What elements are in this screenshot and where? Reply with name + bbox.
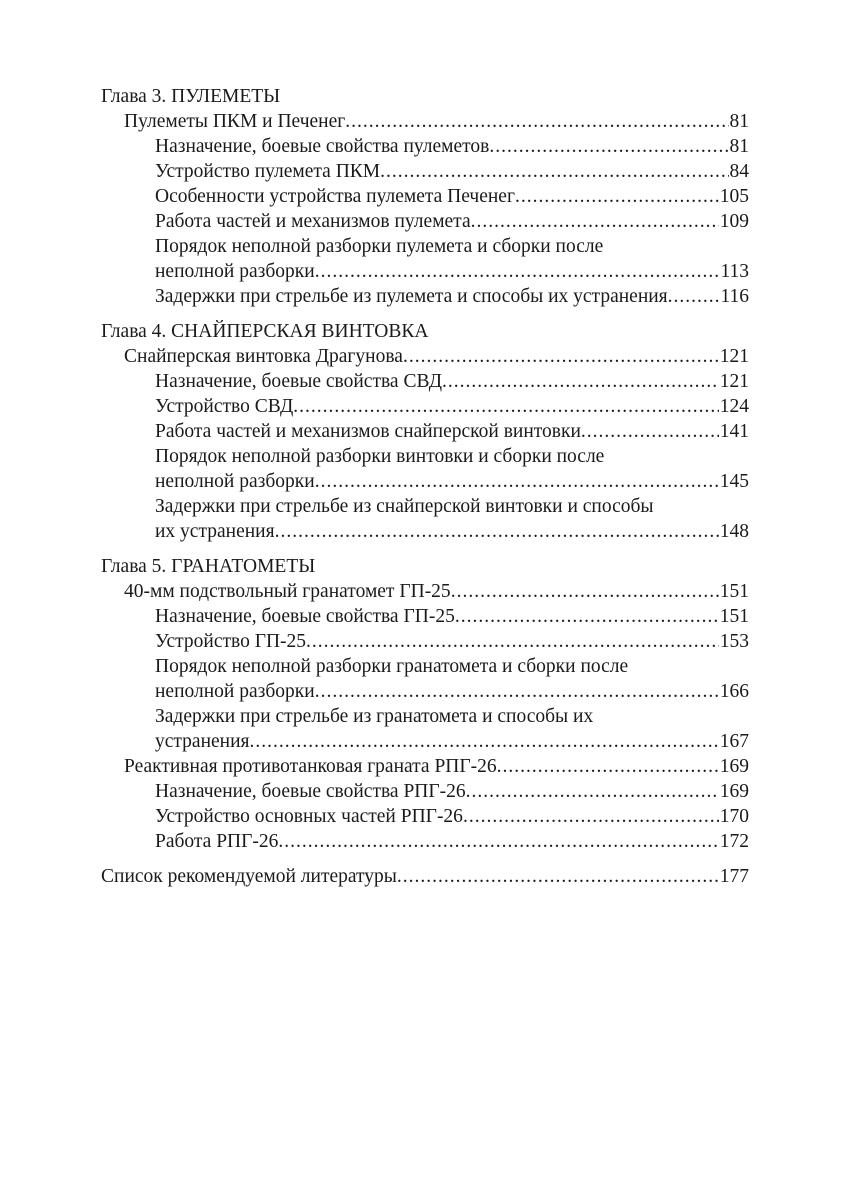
- toc-item-multiline[interactable]: [101, 704, 749, 754]
- leader-dots: [668, 284, 720, 309]
- page-number: 81: [729, 111, 749, 132]
- toc-item[interactable]: [101, 184, 749, 209]
- toc-section[interactable]: [101, 109, 749, 134]
- toc-item-title: Работа РПГ-26: [155, 831, 279, 852]
- page-number: 116: [720, 286, 749, 307]
- table-of-contents: [101, 84, 749, 889]
- page-number: 113: [720, 261, 749, 282]
- page-number: 148: [719, 521, 749, 542]
- toc-item-title: Устройство СВД: [155, 396, 294, 417]
- toc-item-title: Устройство основных частей РПГ-26: [155, 806, 463, 827]
- page-number: 121: [719, 346, 749, 367]
- toc-references[interactable]: [101, 864, 749, 889]
- leader-dots: [451, 579, 719, 604]
- toc-item[interactable]: [101, 829, 749, 854]
- toc-item-title: Устройство ГП-25: [155, 631, 307, 652]
- toc-item[interactable]: [101, 394, 749, 419]
- page-number: 172: [719, 831, 749, 852]
- leader-dots: [403, 344, 719, 369]
- toc-item-title: Устройство пулемета ПКМ: [155, 161, 381, 182]
- toc-item-title-line1: Задержки при стрельбе из гранатомета и способы их: [155, 706, 594, 727]
- page-number: 121: [719, 371, 749, 392]
- toc-item-title-line2: неполной разборки: [155, 261, 315, 282]
- toc-item-title: Особенности устройства пулемета Печенег: [155, 186, 515, 207]
- page-number: 145: [719, 471, 749, 492]
- leader-dots: [278, 829, 718, 854]
- toc-item[interactable]: [101, 629, 749, 654]
- leader-dots: [515, 184, 719, 209]
- toc-section-title: Реактивная противотанковая граната РПГ-26: [124, 756, 497, 777]
- leader-dots: [463, 804, 719, 829]
- toc-section-title: Снайперская винтовка Драгунова: [124, 346, 403, 367]
- toc-item-title: Назначение, боевые свойства РПГ-26: [155, 781, 466, 802]
- toc-section-title: 40-мм подствольный гранатомет ГП-25: [124, 581, 451, 602]
- toc-item[interactable]: [101, 804, 749, 829]
- toc-item[interactable]: [101, 604, 749, 629]
- page-number: 105: [719, 186, 749, 207]
- toc-section-title: Пулеметы ПКМ и Печенег: [124, 111, 346, 132]
- toc-item-title-line2: неполной разборки: [155, 471, 315, 492]
- toc-item-multiline[interactable]: [101, 494, 749, 544]
- toc-section[interactable]: [101, 754, 749, 779]
- leader-dots: [489, 134, 728, 159]
- toc-section[interactable]: [101, 344, 749, 369]
- leader-dots: [315, 679, 719, 704]
- page-number: 84: [729, 161, 749, 182]
- page-number: 124: [719, 396, 749, 417]
- leader-dots: [497, 754, 719, 779]
- chapter-heading: Глава 3. ПУЛЕМЕТЫ: [101, 86, 281, 107]
- chapter-heading: Глава 5. ГРАНАТОМЕТЫ: [101, 556, 316, 577]
- toc-references-title: Список рекомендуемой литературы: [101, 866, 397, 887]
- page-number: 169: [719, 781, 749, 802]
- toc-item-title: Работа частей и механизмов снайперской винтовки: [155, 421, 581, 442]
- toc-item-title-line2: неполной разборки: [155, 681, 315, 702]
- toc-item-title-line2: устранения: [155, 731, 250, 752]
- leader-dots: [471, 209, 719, 234]
- page-number: 151: [719, 606, 749, 627]
- toc-item-multiline[interactable]: [101, 234, 749, 284]
- page-number: 151: [719, 581, 749, 602]
- toc-item-title-line2: их устранения: [155, 521, 275, 542]
- toc-section[interactable]: [101, 579, 749, 604]
- chapter-heading: Глава 4. СНАЙПЕРСКАЯ ВИНТОВКА: [101, 321, 429, 342]
- leader-dots: [397, 864, 719, 889]
- page-number: 153: [719, 631, 749, 652]
- toc-item-multiline[interactable]: [101, 444, 749, 494]
- page-number: 167: [719, 731, 749, 752]
- leader-dots: [466, 779, 719, 804]
- toc-item[interactable]: [101, 209, 749, 234]
- leader-dots: [293, 394, 718, 419]
- toc-item[interactable]: [101, 419, 749, 444]
- toc-item[interactable]: [101, 159, 749, 184]
- toc-item-title-line1: Порядок неполной разборки пулемета и сборки после: [155, 236, 604, 257]
- leader-dots: [345, 109, 728, 134]
- toc-item-title-line1: Порядок неполной разборки винтовки и сборки после: [155, 446, 605, 467]
- toc-item[interactable]: [101, 284, 749, 309]
- page-number: 109: [719, 211, 749, 232]
- toc-item-title: Назначение, боевые свойства СВД: [155, 371, 443, 392]
- toc-item-title: Назначение, боевые свойства пулеметов: [155, 136, 490, 157]
- page-number: 141: [719, 421, 749, 442]
- leader-dots: [442, 369, 719, 394]
- toc-item-title: Работа частей и механизмов пулемета: [155, 211, 471, 232]
- toc-item-multiline[interactable]: [101, 654, 749, 704]
- leader-dots: [250, 729, 719, 754]
- leader-dots: [581, 419, 719, 444]
- page-number: 170: [719, 806, 749, 827]
- toc-item[interactable]: [101, 369, 749, 394]
- leader-dots: [315, 469, 719, 494]
- leader-dots: [315, 259, 720, 284]
- leader-dots: [306, 629, 719, 654]
- toc-item[interactable]: [101, 779, 749, 804]
- page-number: 81: [729, 136, 749, 157]
- leader-dots: [275, 519, 719, 544]
- page-number: 166: [719, 681, 749, 702]
- leader-dots: [380, 159, 728, 184]
- toc-item-title-line1: Задержки при стрельбе из снайперской винтовки и способы: [155, 496, 654, 517]
- toc-item-title-line1: Порядок неполной разборки гранатомета и сборки после: [155, 656, 629, 677]
- toc-item-title: Назначение, боевые свойства ГП-25: [155, 606, 455, 627]
- toc-item[interactable]: [101, 134, 749, 159]
- page-number: 177: [719, 866, 749, 887]
- toc-item-title: Задержки при стрельбе из пулемета и способы их устранения: [155, 286, 668, 307]
- page-number: 169: [719, 756, 749, 777]
- leader-dots: [455, 604, 719, 629]
